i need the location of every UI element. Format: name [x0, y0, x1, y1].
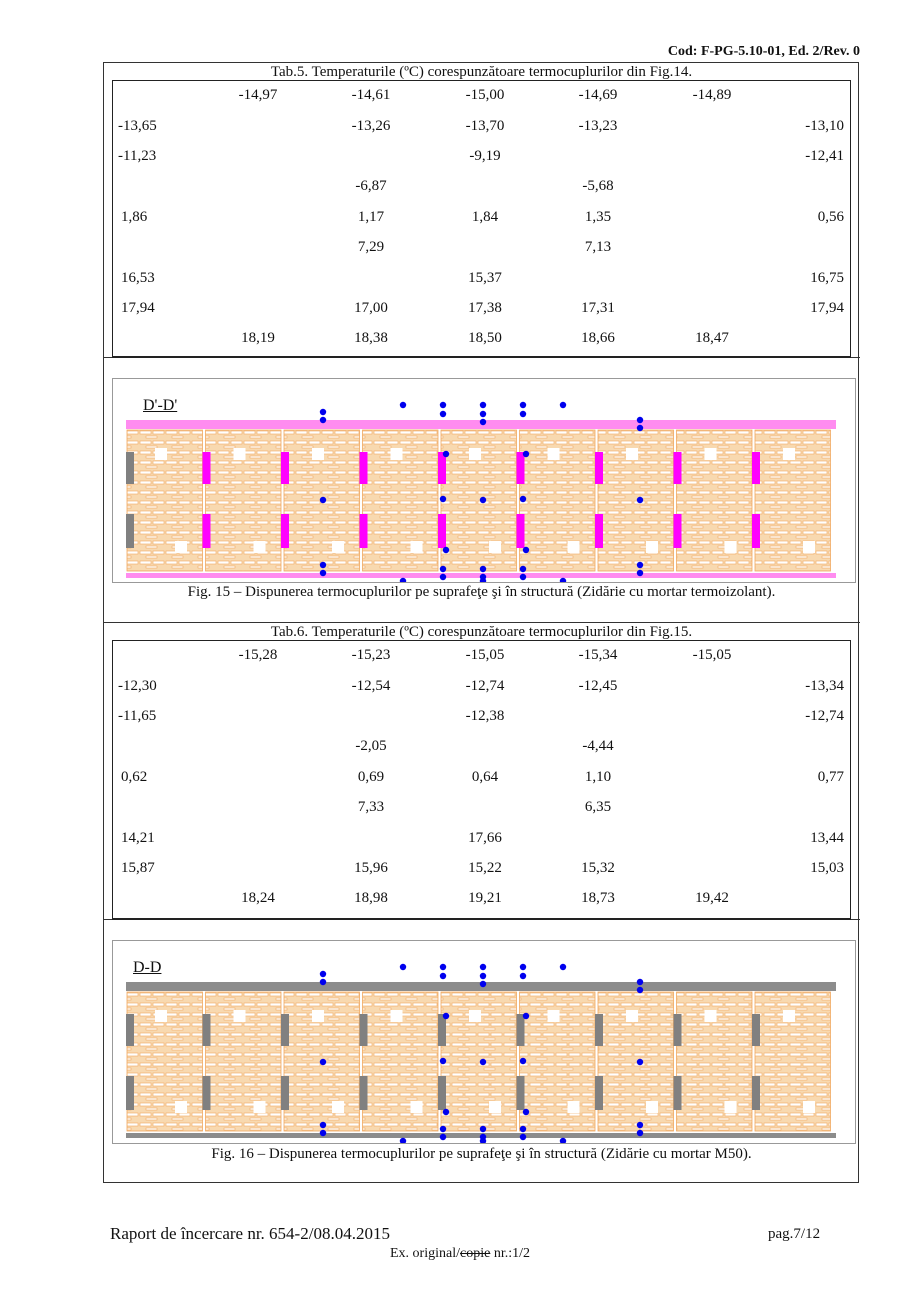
- table-cell: 17,94: [121, 300, 155, 316]
- thermocouple-dot: [637, 417, 643, 423]
- table-cell: -13,26: [351, 118, 391, 134]
- thermocouple-dot: [440, 496, 446, 502]
- thermocouple-dot: [400, 964, 406, 970]
- thermocouple-dot: [400, 1138, 406, 1143]
- thermocouple-dot: [400, 578, 406, 582]
- thermocouple-dot: [560, 402, 566, 408]
- table-cell: -13,70: [465, 118, 505, 134]
- table-cell: -12,30: [118, 678, 157, 694]
- table-cell: 0,77: [817, 769, 844, 785]
- table-cell: 0,64: [471, 769, 499, 785]
- thermocouple-dot: [637, 1122, 643, 1128]
- table-cell: 17,00: [354, 300, 388, 316]
- table-cell: 18,47: [695, 330, 729, 346]
- table-cell: -15,05: [692, 647, 732, 663]
- tab5-caption: Tab.5. Temperaturile (ºC) corespunzătoare termocuplurilor din Fig.14.: [270, 64, 693, 80]
- table-cell: 7,33: [357, 799, 385, 815]
- table-cell: -5,68: [582, 178, 614, 194]
- table-cell: -13,65: [118, 118, 157, 134]
- thermocouple-dot: [480, 566, 486, 572]
- table-cell: -9,19: [469, 148, 501, 164]
- table-cell: -14,61: [351, 87, 391, 103]
- table-cell: 13,44: [810, 830, 844, 846]
- thermocouple-dot: [443, 1109, 449, 1115]
- wall-section-drawing: [113, 379, 855, 582]
- thermocouple-dot: [637, 425, 643, 431]
- thermocouple-dot: [440, 1134, 446, 1140]
- thermocouple-dot: [480, 973, 486, 979]
- table-cell: 0,56: [817, 209, 844, 225]
- fig16-drawing: [112, 940, 856, 1144]
- table-cell: -15,34: [578, 647, 618, 663]
- thermocouple-dot: [560, 578, 566, 582]
- thermocouple-dot: [520, 402, 526, 408]
- table-cell: 18,38: [354, 330, 388, 346]
- thermocouple-dot: [480, 1059, 486, 1065]
- table-cell: -4,44: [582, 738, 614, 754]
- thermocouple-dot: [560, 1138, 566, 1143]
- table-cell: 18,73: [581, 890, 615, 906]
- thermocouple-dot: [320, 562, 326, 568]
- table-cell: -12,41: [805, 148, 844, 164]
- fig15-drawing: [112, 378, 856, 583]
- thermocouple-dot: [523, 1013, 529, 1019]
- table-cell: -11,23: [118, 148, 157, 164]
- table-cell: 1,86: [121, 209, 148, 225]
- thermocouple-dot: [523, 1109, 529, 1115]
- copy-suffix: nr.:1/2: [490, 1246, 530, 1261]
- thermocouple-dot: [440, 566, 446, 572]
- thermocouple-dot: [520, 973, 526, 979]
- table-cell: 7,29: [357, 239, 385, 255]
- table-cell: -15,00: [465, 87, 505, 103]
- table-cell: 17,38: [468, 300, 502, 316]
- table-cell: 18,50: [468, 330, 502, 346]
- table-cell: -11,65: [118, 708, 157, 724]
- table-cell: -12,45: [578, 678, 618, 694]
- table-cell: 18,98: [354, 890, 388, 906]
- table-cell: 16,75: [810, 270, 844, 286]
- thermocouple-dot: [637, 497, 643, 503]
- table-cell: 16,53: [121, 270, 155, 286]
- thermocouple-dot: [320, 570, 326, 576]
- thermocouple-dot: [520, 1134, 526, 1140]
- table-cell: -12,38: [465, 708, 505, 724]
- thermocouple-dot: [520, 574, 526, 580]
- thermocouple-dot: [443, 451, 449, 457]
- thermocouple-dot: [520, 1058, 526, 1064]
- copy-note: [0, 1246, 920, 1262]
- document-code: Cod: F-PG-5.10-01, Ed. 2/Rev. 0: [667, 44, 860, 59]
- table-cell: 19,21: [468, 890, 502, 906]
- table-cell: -6,87: [355, 178, 387, 194]
- fig15-caption: Fig. 15 – Dispunerea termocuplurilor pe suprafeţe şi în structură (Zidărie cu mortar termoizolant).: [187, 584, 776, 600]
- thermocouple-dot: [320, 979, 326, 985]
- table-cell: 15,03: [810, 860, 844, 876]
- table-cell: 1,84: [471, 209, 499, 225]
- table-cell: 19,42: [695, 890, 729, 906]
- table-cell: 15,32: [581, 860, 615, 876]
- thermocouple-dot: [637, 562, 643, 568]
- thermocouple-dot: [480, 402, 486, 408]
- thermocouple-dot: [440, 964, 446, 970]
- table-cell: -14,69: [578, 87, 618, 103]
- thermocouple-dot: [520, 411, 526, 417]
- table-cell: -13,10: [805, 118, 844, 134]
- report-number: Raport de încercare nr. 654-2/08.04.2015: [110, 1224, 390, 1243]
- table-cell: 18,24: [241, 890, 275, 906]
- thermocouple-dot: [320, 497, 326, 503]
- thermocouple-dot: [320, 1130, 326, 1136]
- fig16-section-label: D-D: [133, 959, 162, 976]
- divider: [103, 622, 860, 623]
- table-cell: -15,28: [238, 647, 278, 663]
- table-cell: 0,62: [121, 769, 148, 785]
- table-cell: 17,31: [581, 300, 615, 316]
- thermocouple-dot: [520, 1126, 526, 1132]
- table-cell: 15,22: [468, 860, 502, 876]
- tab6-table: [112, 640, 851, 920]
- thermocouple-dot: [520, 964, 526, 970]
- fig16-caption: Fig. 16 – Dispunerea termocuplurilor pe suprafeţe şi în structură (Zidărie cu mortar M50).: [211, 1146, 752, 1162]
- thermocouple-dot: [440, 574, 446, 580]
- table-cell: 15,96: [354, 860, 388, 876]
- thermocouple-dot: [400, 402, 406, 408]
- table-cell: 18,66: [581, 330, 615, 346]
- table-cell: -14,97: [238, 87, 278, 103]
- thermocouple-dot: [440, 1126, 446, 1132]
- thermocouple-dot: [520, 496, 526, 502]
- table-cell: 17,66: [468, 830, 502, 846]
- thermocouple-dot: [480, 981, 486, 987]
- tab5-table: [112, 80, 851, 358]
- thermocouple-dot: [480, 419, 486, 425]
- thermocouple-dot: [440, 402, 446, 408]
- table-cell: 1,17: [357, 209, 385, 225]
- thermocouple-dot: [440, 1058, 446, 1064]
- table-cell: -12,74: [465, 678, 505, 694]
- thermocouple-dot: [480, 964, 486, 970]
- table-cell: 6,35: [584, 799, 612, 815]
- wall-section-drawing: [113, 941, 855, 1143]
- copy-prefix: Ex. original/: [390, 1246, 460, 1261]
- thermocouple-dot: [320, 1122, 326, 1128]
- page-number: pag.7/12: [768, 1226, 821, 1242]
- fig15-section-label: D'-D': [143, 397, 178, 414]
- table-cell: 18,19: [241, 330, 275, 346]
- table-cell: 0,69: [357, 769, 385, 785]
- thermocouple-dot: [320, 1059, 326, 1065]
- thermocouple-dot: [637, 1059, 643, 1065]
- thermocouple-dot: [480, 497, 486, 503]
- table-cell: -13,23: [578, 118, 618, 134]
- copy-struck: copie: [460, 1246, 491, 1261]
- table-cell: 1,10: [584, 769, 612, 785]
- thermocouple-dot: [320, 417, 326, 423]
- thermocouple-dot: [480, 411, 486, 417]
- thermocouple-dot: [443, 1013, 449, 1019]
- table-cell: -13,34: [805, 678, 844, 694]
- table-cell: -12,54: [351, 678, 391, 694]
- thermocouple-dot: [520, 566, 526, 572]
- table-cell: -12,74: [805, 708, 844, 724]
- table-cell: -14,89: [692, 87, 732, 103]
- thermocouple-dot: [523, 451, 529, 457]
- thermocouple-dot: [637, 987, 643, 993]
- thermocouple-dot: [637, 979, 643, 985]
- table-cell: -2,05: [355, 738, 387, 754]
- thermocouple-dot: [440, 973, 446, 979]
- table-cell: -15,23: [351, 647, 391, 663]
- thermocouple-dot: [637, 570, 643, 576]
- table-cell: 17,94: [810, 300, 844, 316]
- thermocouple-dot: [443, 547, 449, 553]
- table-cell: -15,05: [465, 647, 505, 663]
- table-cell: 14,21: [121, 830, 155, 846]
- thermocouple-dot: [523, 547, 529, 553]
- thermocouple-dot: [637, 1130, 643, 1136]
- thermocouple-dot: [560, 964, 566, 970]
- thermocouple-dot: [480, 1126, 486, 1132]
- table-cell: 15,87: [121, 860, 155, 876]
- table-cell: 1,35: [584, 209, 612, 225]
- table-cell: 7,13: [584, 239, 612, 255]
- table-cell: 15,37: [468, 270, 502, 286]
- thermocouple-dot: [440, 411, 446, 417]
- tab6-caption: Tab.6. Temperaturile (ºC) corespunzătoare termocuplurilor din Fig.15.: [270, 624, 693, 640]
- thermocouple-dot: [320, 971, 326, 977]
- thermocouple-dot: [320, 409, 326, 415]
